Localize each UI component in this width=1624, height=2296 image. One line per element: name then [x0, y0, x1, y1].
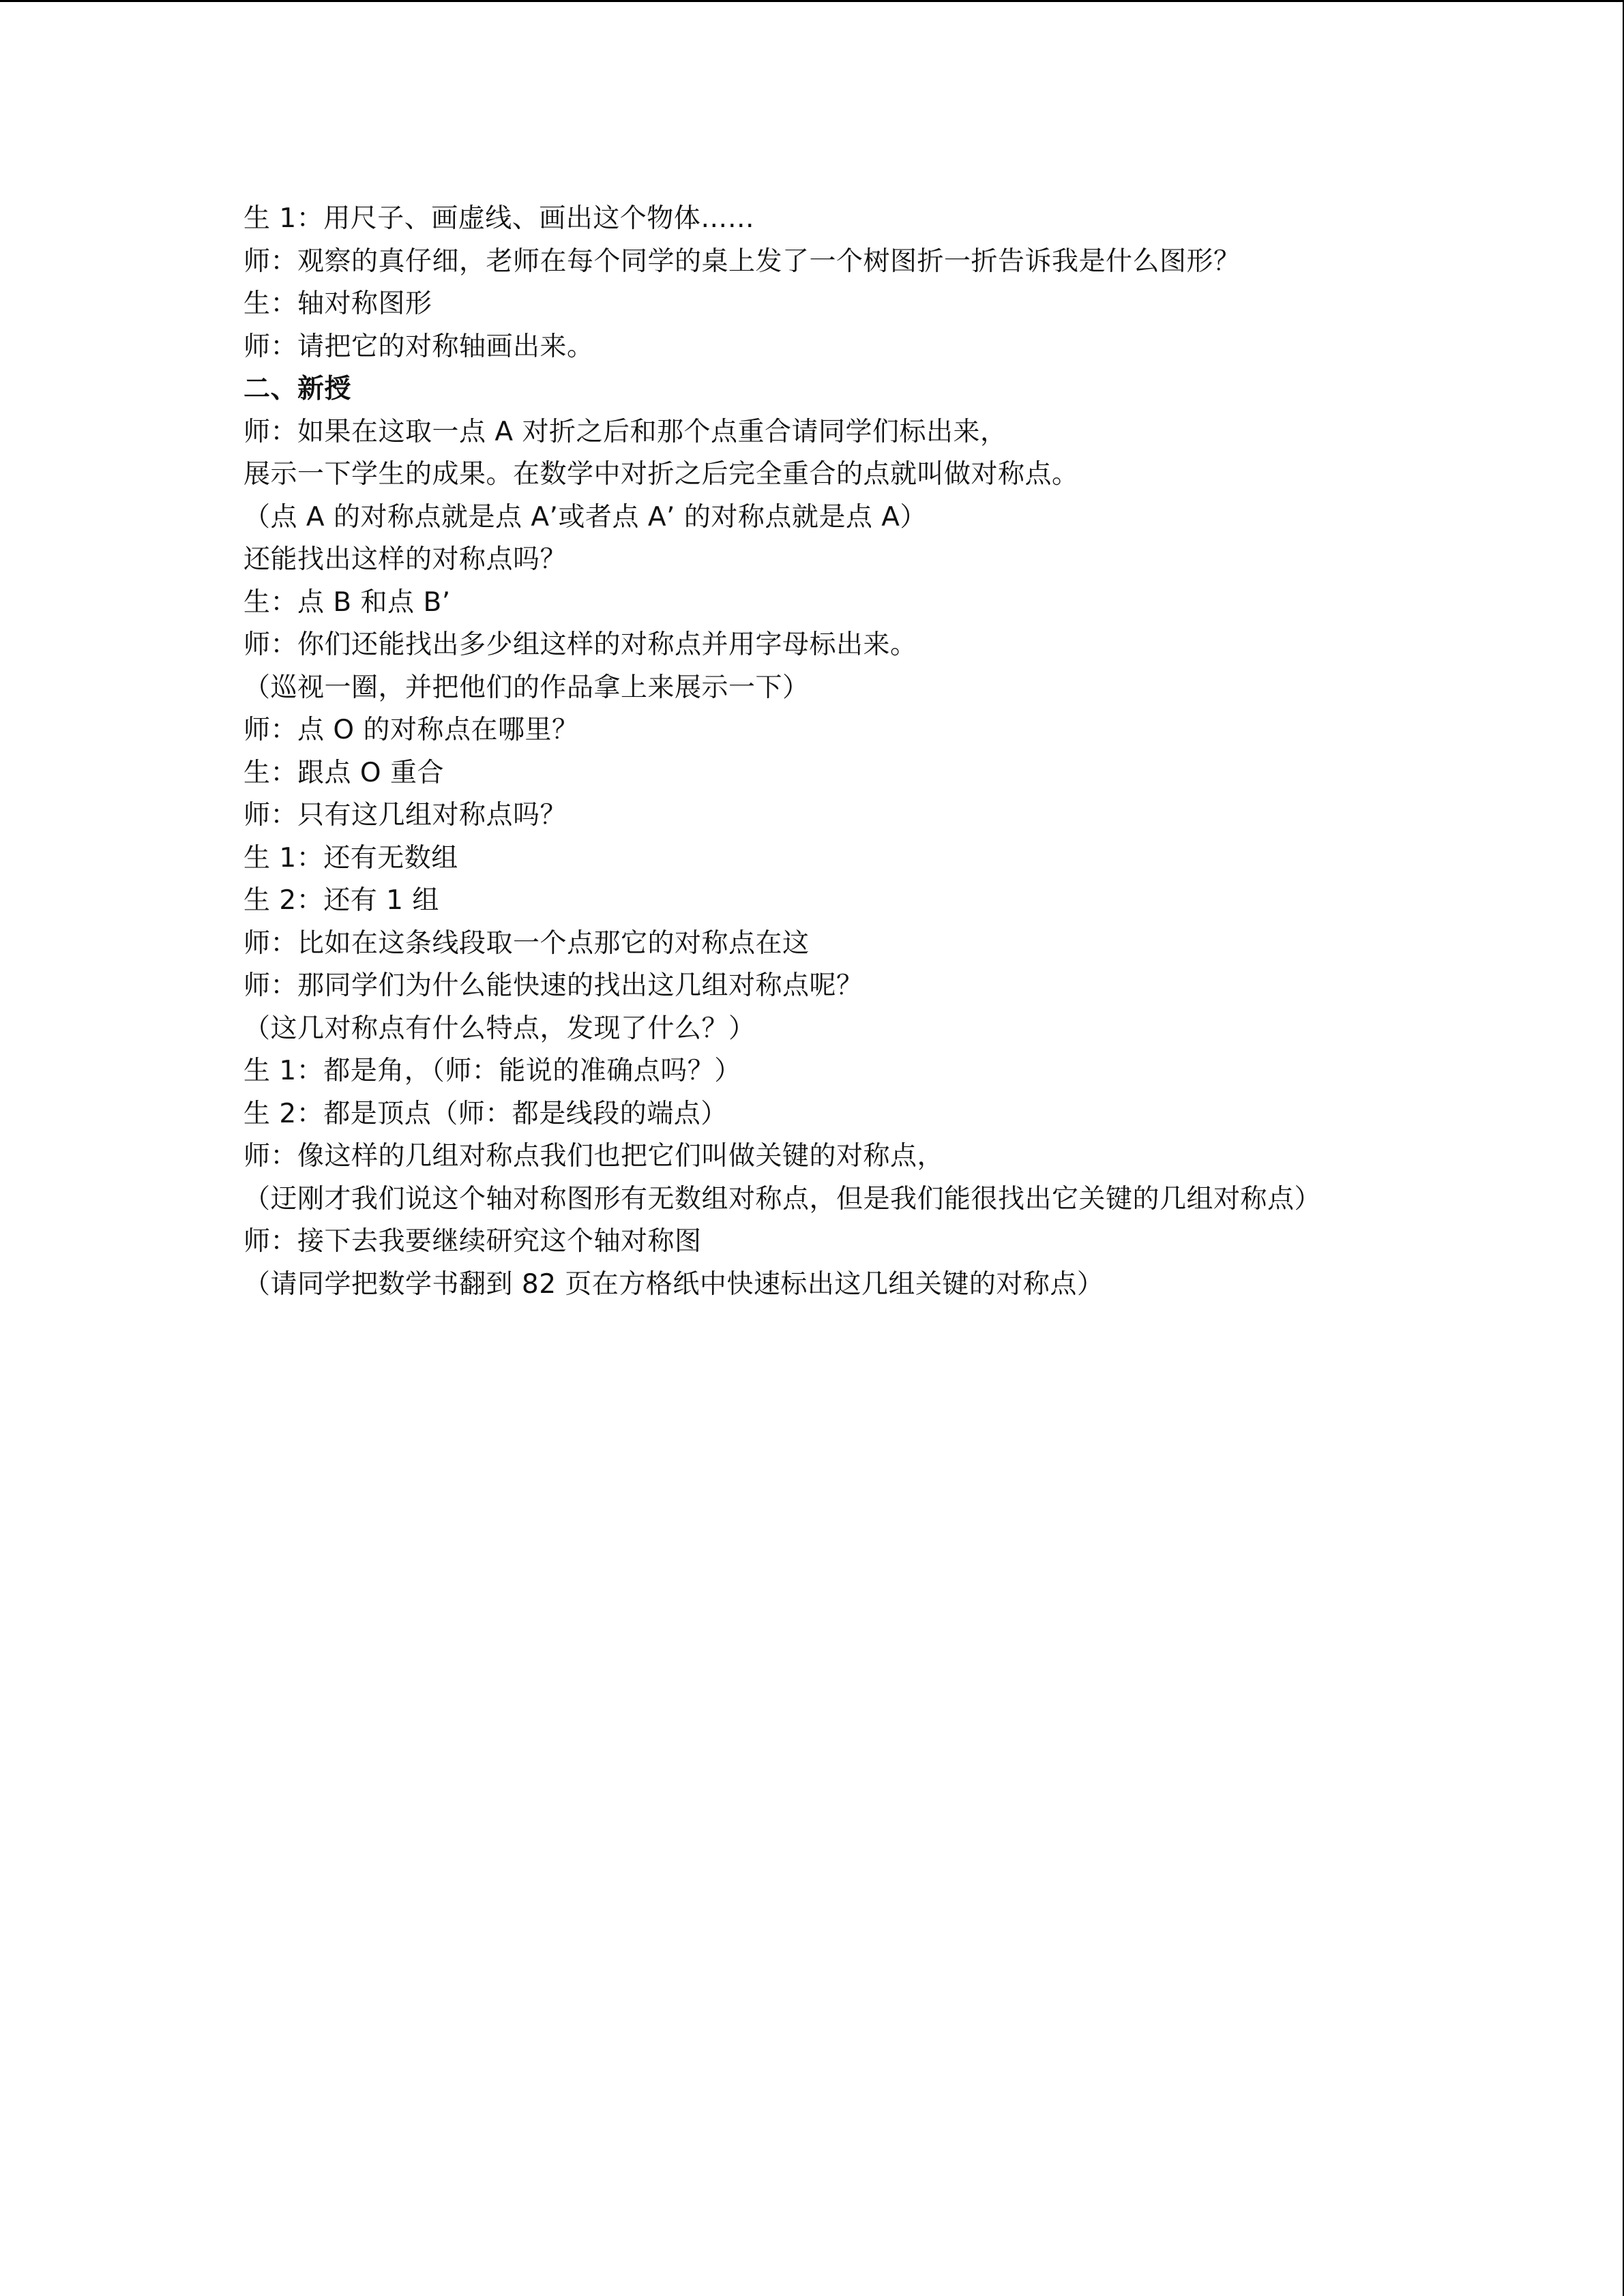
- text-line: （点 A 的对称点就是点 A’或者点 A’ 的对称点就是点 A）: [243, 501, 927, 533]
- text-line: 师：如果在这取一点 A 对折之后和那个点重合请同学们标出来，: [243, 416, 1007, 447]
- text-line: 生 2：还有 1 组: [243, 885, 439, 916]
- page-edge-top: [0, 0, 1624, 2]
- text-line: 师：你们还能找出多少组这样的对称点并用字母标出来。: [243, 629, 917, 660]
- text-line: 师：观察的真仔细，老师在每个同学的桌上发了一个树图折一折告诉我是什么图形？: [243, 245, 1241, 277]
- document-body: [243, 198, 1335, 1306]
- text-line: 展示一下学生的成果。在数学中对折之后完全重合的点就叫做对称点。: [243, 459, 1079, 490]
- text-line: 生：点 B 和点 B’: [243, 586, 451, 618]
- text-line: 生 1：用尺子、画虚线、画出这个物体……: [243, 203, 755, 234]
- text-line: 师：请把它的对称轴画出来。: [243, 331, 594, 362]
- text-line: （请同学把数学书翻到 82 页在方格纸中快速标出这几组关键的对称点）: [243, 1268, 1104, 1300]
- text-line: 还能找出这样的对称点吗？: [243, 544, 567, 575]
- text-line: 师：那同学们为什么能快速的找出这几组对称点呢？: [243, 970, 863, 1001]
- text-line: 师：像这样的几组对称点我们也把它们叫做关键的对称点，: [243, 1141, 945, 1172]
- text-line: 生 2：都是顶点（师：都是线段的端点）: [243, 1098, 728, 1129]
- text-line: （巡视一圈，并把他们的作品拿上来展示一下）: [243, 672, 810, 703]
- text-line: （这几对称点有什么特点，发现了什么？）: [243, 1013, 756, 1044]
- text-line: 生：轴对称图形: [243, 288, 432, 319]
- text-line: 师：接下去我要继续研究这个轴对称图: [243, 1226, 702, 1257]
- text-line: 生：跟点 O 重合: [243, 757, 444, 788]
- text-line: 师：点 O 的对称点在哪里？: [243, 715, 579, 745]
- text-line: （迂刚才我们说这个轴对称图形有无数组对称点，但是我们能很找出它关键的几组对称点）: [243, 1183, 1322, 1214]
- text-line: 师：只有这几组对称点吗？: [243, 800, 567, 831]
- text-line: 师：比如在这条线段取一个点那它的对称点在这: [243, 927, 810, 959]
- text-line: 生 1：还有无数组: [243, 842, 458, 874]
- text-line: 生 1：都是角，（师：能说的准确点吗？）: [243, 1056, 741, 1086]
- section-heading: 二、新授: [243, 374, 352, 404]
